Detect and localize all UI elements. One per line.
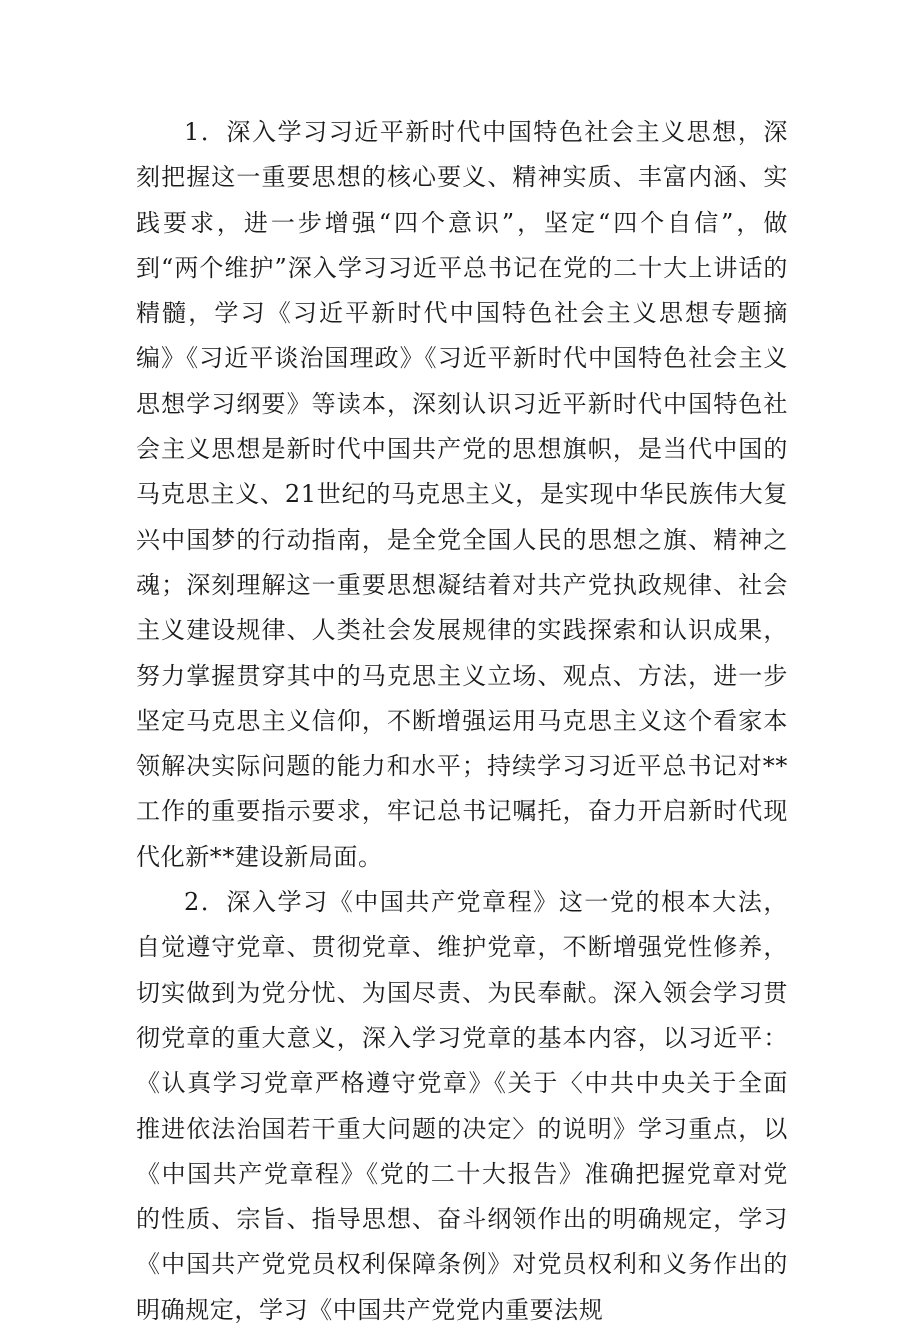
paragraph-2-text: 深入学习《中国共产党章程》这一党的根本大法，自觉遵守党章、贯彻党章、维护党章，不断增强党性修养，切实做到为党分忧、为国尽责、为民奉献。深入领会学习贯彻党章的重大意义，深入学习党章的基本内容，以习近平：《认真学习党章严格遵守党章》《关于〈中共中央关于全面推进依法治国若干重大问题的决定〉的说明》学习重点，以《中国共产党章程》《党的二十大报告》准确把握党章对党的性质、宗旨、指导思想、奋斗纲领作出的明确规定，学习《中国共产党党员权利保障条例》对党员权利和义务作出的明确规定，学习《中国共产党党内重要法规 bbox=[136, 888, 788, 1324]
document-body bbox=[136, 110, 788, 1333]
paragraph-2-number: 2． bbox=[184, 888, 227, 917]
paragraph-1-text: 深入学习习近平新时代中国特色社会主义思想，深刻把握这一重要思想的核心要义、精神实质、丰富内涵、实践要求，进一步增强“四个意识”，坚定“四个自信”，做到“两个维护”深入学习习近平总书记在党的二十大上讲话的精髓，学习《习近平新时代中国特色社会主义思想专题摘编》《习近平谈治国理政》《习近平新时代中国特色社会主义思想学习纲要》等读本，深刻认识习近平新时代中国特色社会主义思想是新时代中国共产党的思想旗帜，是当代中国的马克思主义、21世纪的马克思主义，是实现中华民族伟大复兴中国梦的行动指南，是全党全国人民的思想之旗、精神之魂；深刻理解这一重要思想凝结着对共产党执政规律、社会主义建设规律、人类社会发展规律的实践探索和认识成果，努力掌握贯穿其中的马克思主义立场、观点、方法，进一步坚定马克思主义信仰，不断增强运用马克思主义这个看家本领解决实际问题的能力和水平；持续学习习近平总书记对**工作的重要指示要求，牢记总书记嘱托，奋力开启新时代现代化新**建设新局面。 bbox=[136, 118, 788, 871]
paragraph-2 bbox=[136, 880, 788, 1333]
paragraph-1-number: 1． bbox=[184, 118, 227, 146]
paragraph-1 bbox=[136, 110, 788, 880]
